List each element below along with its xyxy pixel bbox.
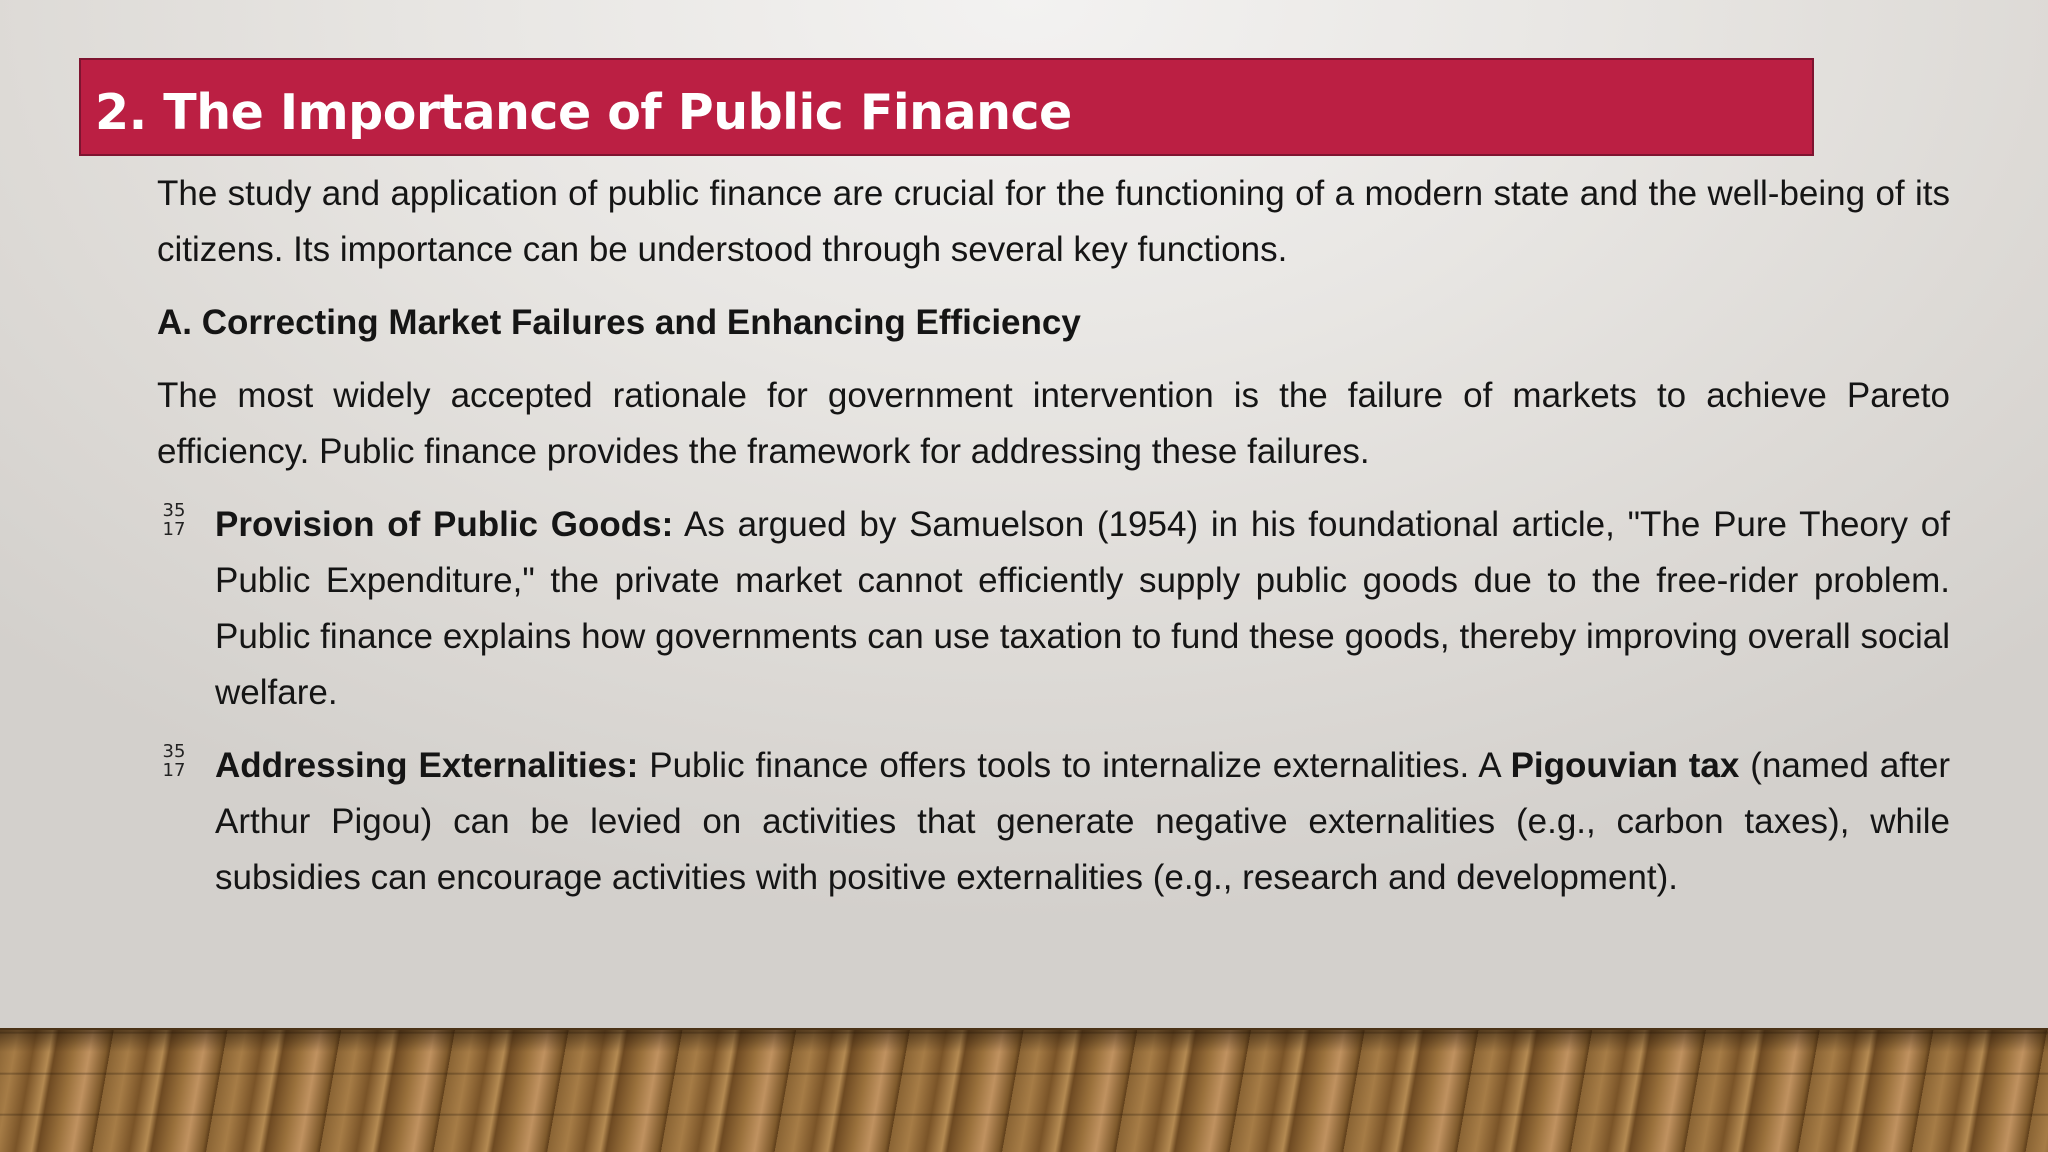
section-heading: A. Correcting Market Failures and Enhancing Efficiency — [157, 303, 1081, 342]
slide-title: 2. The Importance of Public Finance — [95, 84, 1072, 141]
bullet-marker-top: 35 — [162, 500, 186, 521]
bullet-text: Public finance offers tools to internalize externalities. A — [638, 746, 1511, 785]
slide-body — [157, 166, 1950, 923]
intro-paragraph: The study and application of public finance are crucial for the functioning of a modern state and the well-being of its citizens. Its importance can be understood through several key functions. — [157, 174, 1950, 269]
bullet-text: (named after Arthur Pigou) can be levied on activities that generate negative externalities (e.g., carbon taxes), while subsidies can encourage activities with positive externalities (e.g., research and development). — [215, 746, 1950, 897]
section-intro-paragraph: The most widely accepted rationale for government intervention is the failure of markets to achieve Pareto efficiency. Public finance provides the framework for addressing these failures. — [157, 376, 1950, 471]
bullet-marker-top: 35 — [162, 741, 186, 762]
bullet-marker-bottom: 17 — [162, 760, 186, 781]
bullet-public-goods — [157, 497, 1950, 721]
bullet-marker-bottom: 17 — [162, 519, 186, 540]
bullet-marker-icon — [159, 501, 189, 539]
bullet-label: Provision of Public Goods: — [215, 505, 674, 544]
bullet-marker-icon — [159, 742, 189, 780]
bullet-label: Addressing Externalities: — [215, 746, 639, 785]
title-banner — [79, 58, 1814, 156]
wood-floor-decoration — [0, 1028, 2048, 1152]
bullet-externalities — [157, 738, 1950, 906]
bullet-text: As argued by Samuelson (1954) in his foundational article, "The Pure Theory of Public Expenditure," the private market cannot efficiently supply public goods due to the free-rider problem. Public finance explains how governments can use taxation to fund these goods, thereby improving overall social welfare. — [215, 505, 1950, 712]
bullet-emphasis: Pigouvian tax — [1510, 746, 1740, 785]
